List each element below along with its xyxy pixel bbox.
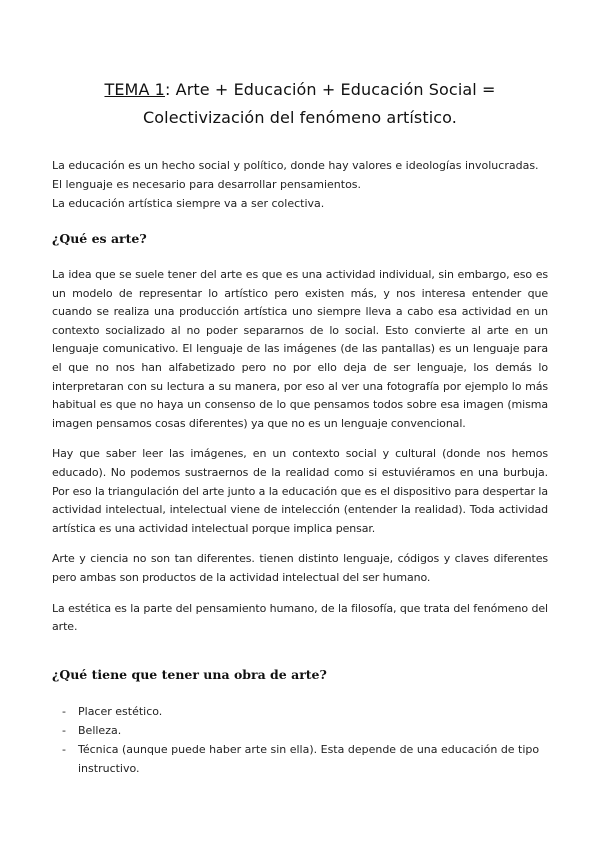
intro-block (52, 156, 548, 213)
paragraph: La idea que se suele tener del arte es que es una actividad individual, sin embargo, eso es un modelo de representar lo artístico pero existen más, y nos interesa entender que cuando se realiza una producción artística uno siempre lleva a cabo esa actividad en un contexto socializado al no poder separarnos de lo social. Esto convierte al arte en un lenguaje comunicativo. El lenguaje de las imágenes (de las pantallas) es un lenguaje para el que no nos han alfabetizado pero no por ello deja de ser lenguaje, los demás lo interpretaran con su lectura a su manera, por eso al ver una fotografía por ejemplo lo más habitual es que no haya un consenso de lo que pensamos todos sobre esa imagen (misma imagen pensamos cosas diferentes) ya que no es un lenguaje convencional. (52, 268, 548, 430)
page-title (52, 0, 548, 132)
heading-que-es-arte: ¿Qué es arte? (52, 231, 147, 246)
list-item-text: Técnica (aunque puede haber arte sin ella). Esta depende de una educación de tipo instructivo. (78, 742, 540, 775)
heading-obra-de-arte: ¿Qué tiene que tener una obra de arte? (52, 666, 327, 682)
list-item (62, 702, 548, 721)
requirements-list (52, 702, 548, 778)
paragraph: La estética es la parte del pensamiento humano, de la filosofía, que trata del fenómeno del arte. (52, 601, 548, 634)
list-item (62, 721, 548, 740)
title-line2: Colectivización del fenómeno artístico. (143, 108, 457, 127)
list-bullet: - (62, 723, 66, 737)
list-bullet: - (62, 742, 66, 756)
list-item-text: Placer estético. (78, 704, 163, 718)
intro-line: La educación artística siempre va a ser colectiva. (52, 197, 325, 210)
paragraph: Arte y ciencia no son tan diferentes. tienen distinto lenguaje, códigos y claves diferentes pero ambas son productos de la actividad intelectual del ser humano. (52, 552, 548, 584)
list-item-text: Belleza. (78, 723, 122, 737)
title-tema: TEMA 1 (104, 80, 165, 99)
list-bullet: - (62, 704, 66, 718)
title-rest: : Arte + Educación + Educación Social = (164, 80, 496, 99)
list-item (62, 740, 548, 778)
intro-line: La educación es un hecho social y político, donde hay valores e ideologías involucradas. (52, 159, 539, 172)
intro-line: El lenguaje es necesario para desarrollar pensamientos. (52, 178, 362, 191)
paragraph: Hay que saber leer las imágenes, en un contexto social y cultural (donde nos hemos educado). No podemos sustraernos de la realidad como si estuviéramos en una burbuja. Por eso la triangulación del arte junto a la educación que es el dispositivo para despertar la actividad intelectual, intelectual viene de intelección (entender la realidad). Toda actividad artística es una actividad intelectual porque implica pensar. (52, 447, 548, 535)
